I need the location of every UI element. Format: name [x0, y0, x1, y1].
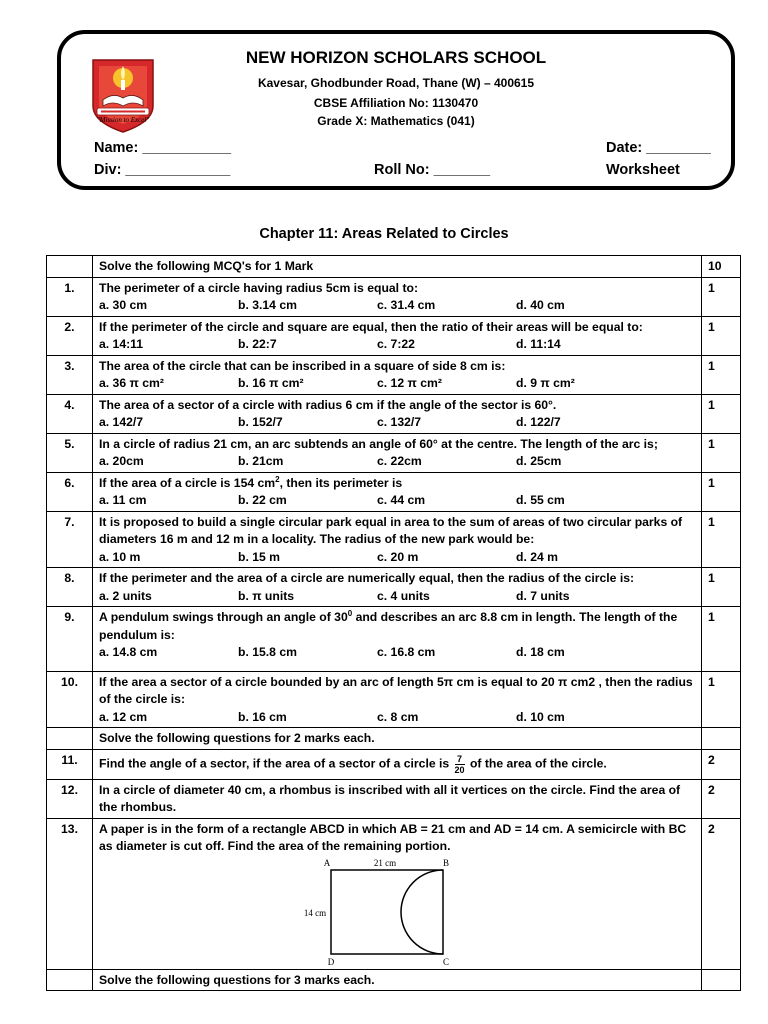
question-number: 11. [47, 749, 93, 779]
question-marks: 1 [702, 568, 741, 607]
question-cell [93, 749, 702, 779]
question-cell [93, 671, 702, 728]
question-marks: 1 [702, 511, 741, 568]
question-cell [93, 472, 702, 511]
option-c: c. 7:22 [377, 337, 415, 351]
school-address: Kavesar, Ghodbunder Road, Thane (W) – 400615 [257, 76, 535, 90]
question-marks: 2 [702, 818, 741, 969]
option-a: a. 30 cm [99, 298, 148, 312]
section-heading: Solve the following questions for 3 marks each. [93, 969, 702, 991]
question-row [47, 671, 741, 728]
options [99, 414, 695, 432]
options [99, 492, 695, 510]
questions-table [46, 255, 741, 991]
question-cell [93, 277, 702, 316]
section-row [47, 256, 741, 278]
option-d: d. 18 cm [516, 645, 565, 659]
date-field: Date: ________ [606, 140, 711, 156]
question-marks: 1 [702, 671, 741, 728]
option-b: b. 21cm [238, 454, 284, 468]
option-c: c. 22cm [377, 454, 422, 468]
question-row [47, 749, 741, 779]
question-marks: 2 [702, 779, 741, 818]
name-field: Name: ___________ [94, 140, 232, 156]
option-a: a. 2 units [99, 588, 152, 603]
option-c: c. 12 π cm² [377, 376, 442, 390]
option-a: a. 14.8 cm [99, 645, 158, 659]
question-number: 12. [47, 779, 93, 818]
option-d: d. 7 units [516, 588, 570, 603]
option-d: d. 10 cm [516, 709, 565, 724]
question-number: 13. [47, 818, 93, 969]
options [99, 644, 695, 662]
option-c: c. 31.4 cm [377, 298, 436, 312]
question-marks: 2 [702, 749, 741, 779]
question-text: The perimeter of a circle having radius 5cm is equal to: [99, 280, 419, 295]
option-d: d. 25cm [516, 454, 562, 468]
question-marks: 1 [702, 433, 741, 472]
rectangle-semicircle-figure [99, 856, 695, 968]
question-text: Find the angle of a sector, if the area of a sector of a circle is $\frac{7}{20}$ of the area of the circle. [99, 753, 607, 775]
question-text: In a circle of diameter 40 cm, a rhombus is inscribed with all it vertices on the circle. Find the area of the rhombus. [99, 782, 681, 814]
option-a: a. 36 π cm² [99, 376, 164, 390]
option-a: a. 11 cm [99, 493, 147, 507]
option-d: d. 11:14 [516, 337, 561, 351]
question-number: 5. [47, 433, 93, 472]
question-cell [93, 568, 702, 607]
question-text: In a circle of radius 21 cm, an arc subtends an angle of 60° at the centre. The length of the arc is; [99, 436, 658, 451]
option-c: c. 4 units [377, 588, 430, 603]
div-field: Div: _____________ [94, 162, 231, 178]
question-cell [93, 355, 702, 394]
option-b: b. 16 π cm² [238, 376, 304, 390]
question-text: It is proposed to build a single circular park equal in area to the sum of areas of two circular parks of diameters 16 m and 12 m in a locality. The radius of the new park would be: [99, 514, 683, 546]
question-cell [93, 511, 702, 568]
school-name: NEW HORIZON SCHOLARS SCHOOL [245, 48, 547, 67]
question-number: 1. [47, 277, 93, 316]
option-c: c. 132/7 [377, 415, 422, 429]
option-b: b. π units [238, 588, 295, 603]
question-marks: 1 [702, 355, 741, 394]
question-cell [93, 779, 702, 818]
chapter-title: Chapter 11: Areas Related to Circles [259, 226, 509, 242]
vertex-d-label: D [327, 956, 335, 967]
options [99, 297, 695, 315]
question-row [47, 316, 741, 355]
option-a: a. 10 m [99, 549, 141, 564]
vertex-c-label: C [442, 956, 450, 967]
question-number: 2. [47, 316, 93, 355]
vertex-b-label: B [442, 857, 450, 868]
logo-motto: "Mission to Excel" [96, 116, 150, 124]
question-text: If the area a sector of a circle bounded by an arc of length 5π cm is equal to 20 π cm2 , then the radius of the circle is: [99, 674, 693, 706]
options [99, 453, 695, 471]
question-text: If the area of a circle is 154 $cm^2$, then its perimeter is [99, 474, 403, 490]
options [99, 588, 695, 606]
option-d: d. 55 cm [516, 493, 565, 507]
option-a: a. 20cm [99, 454, 144, 468]
worksheet-label: Worksheet [606, 162, 680, 178]
question-text: If the perimeter of the circle and square are equal, then the ratio of their areas will be equal to: [99, 319, 643, 334]
top-length-label: 21 cm [373, 857, 397, 868]
question-cell [93, 433, 702, 472]
question-row [47, 568, 741, 607]
option-b: b. 15.8 cm [238, 645, 297, 659]
question-number: 10. [47, 671, 93, 728]
roll-no-field: Roll No: _______ [374, 162, 491, 178]
question-cell [93, 607, 702, 672]
option-c: c. 20 m [377, 549, 419, 564]
option-b: b. 22:7 [238, 337, 277, 351]
question-text: A pendulum swings through an angle of $30^0$ and describes an arc 8.8 cm in length. The length of the pendulum is: [99, 608, 678, 642]
question-cell [93, 394, 702, 433]
question-row [47, 277, 741, 316]
option-b: b. 22 cm [238, 493, 287, 507]
option-d: d. 122/7 [516, 415, 561, 429]
option-d: d. 24 m [516, 549, 558, 564]
school-header-box [57, 30, 735, 190]
option-a: a. 14:11 [99, 337, 144, 351]
option-b: b. 3.14 cm [238, 298, 297, 312]
question-number: 4. [47, 394, 93, 433]
question-text: The area of the circle that can be inscribed in a square of side 8 cm is: [99, 358, 506, 373]
option-a: a. 142/7 [99, 415, 144, 429]
option-a: a. 12 cm [99, 709, 148, 724]
section-row [47, 728, 741, 750]
options [99, 336, 695, 354]
question-row [47, 607, 741, 672]
question-row [47, 394, 741, 433]
question-marks: 1 [702, 607, 741, 672]
option-b: b. 152/7 [238, 415, 283, 429]
question-number: 7. [47, 511, 93, 568]
option-c: c. 16.8 cm [377, 645, 436, 659]
question-row [47, 433, 741, 472]
question-number: 8. [47, 568, 93, 607]
option-b: b. 16 cm [238, 709, 287, 724]
fraction: $\frac{7}{20}$ [454, 753, 465, 775]
options [99, 709, 695, 727]
options [99, 549, 695, 567]
question-row [47, 472, 741, 511]
question-row [47, 355, 741, 394]
cbse-affiliation: CBSE Affiliation No: 1130470 [313, 96, 479, 110]
question-marks: 1 [702, 277, 741, 316]
grade-subject: Grade X: Mathematics (041) [317, 114, 475, 128]
question-cell [93, 818, 702, 969]
side-length-label: 14 cm [303, 907, 327, 918]
section-marks: 10 [702, 256, 741, 278]
question-marks: 1 [702, 316, 741, 355]
options [99, 375, 695, 393]
question-row [47, 511, 741, 568]
question-text: A paper is in the form of a rectangle ABCD in which AB = 21 cm and AD = 14 cm. A semicircle with BC as diameter is cut off. Find the area of the remaining portion. [99, 821, 687, 853]
section-row [47, 969, 741, 991]
question-number: 6. [47, 472, 93, 511]
question-marks: 1 [702, 394, 741, 433]
question-marks: 1 [702, 472, 741, 511]
question-number: 3. [47, 355, 93, 394]
question-cell [93, 316, 702, 355]
option-c: c. 44 cm [377, 493, 426, 507]
question-text: If the perimeter and the area of a circle are numerically equal, then the radius of the circle is: [99, 571, 635, 585]
section-heading: Solve the following questions for 2 marks each. [93, 728, 702, 750]
question-text: The area of a sector of a circle with radius 6 cm if the angle of the sector is 60°. [99, 397, 557, 412]
option-d: d. 9 π cm² [516, 376, 575, 390]
section-heading: Solve the following MCQ's for 1 Mark [93, 256, 702, 278]
question-row [47, 818, 741, 969]
option-d: d. 40 cm [516, 298, 565, 312]
question-row [47, 779, 741, 818]
geometry-figure-icon [99, 856, 719, 968]
option-b: b. 15 m [238, 549, 280, 564]
option-c: c. 8 cm [377, 709, 419, 724]
vertex-a-label: A [323, 857, 331, 868]
question-number: 9. [47, 607, 93, 672]
